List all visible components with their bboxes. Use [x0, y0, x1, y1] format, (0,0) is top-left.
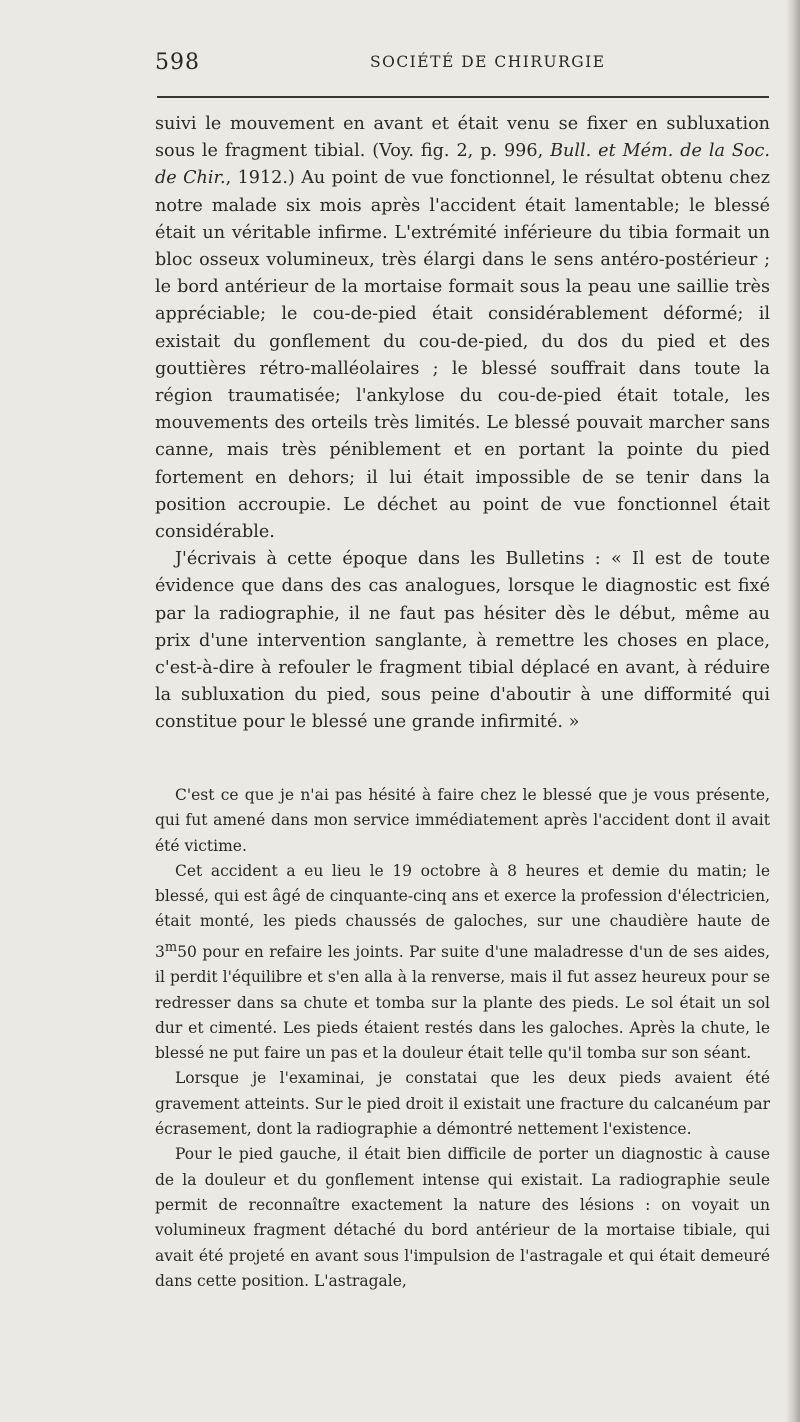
- page-number: 598: [155, 50, 200, 75]
- unit-superscript: m: [164, 939, 178, 955]
- paragraph-text: , 1912.) Au point de vue fonctionnel, le résultat obtenu chez notre malade six mois après l'accident était lamentable; le blessé était un véritable infirme. L'extrémité inférieure du tibia formait un bloc osseux volumineux, très élargi dans le sens antéro-postérieur ; le bord antérieur de la mortaise formait sous la peau une saillie très appréciable; le cou-de-pied était considérablement déformé; il existait du gonflement du cou-de-pied, du dos du pied et des gouttières rétro-malléolaires ; le blessé souffrait dans toute la région traumatisée; l'ankylose du cou-de-pied était totale, les mouvements des orteils très limités. Le blessé pouvait marcher sans canne, mais très péniblement et en portant la pointe du pied fortement en dehors; il lui était impossible de se tenir dans la position accroupie. Le déchet au point de vue fonctionnel était considérable.: [155, 168, 770, 543]
- journal-reference: Bull. et Mém. de la Soc. de Chir.: [155, 141, 770, 189]
- paragraph-continuation: [155, 111, 770, 546]
- paragraph-quote: J'écrivais à cette époque dans les Bulletins : « Il est de toute évidence que dans des cas analogues, lorsque le diagnostic est fixé par la radiographie, il ne faut pas hésiter dès le début, même au prix d'une intervention sanglante, à remettre les choses en place, c'est-à-dire à refouler le fragment tibial déplacé en avant, à réduire la subluxation du pied, sous peine d'aboutir à une difformité qui constitue pour le blessé une grande infirmité. »: [155, 549, 770, 733]
- paragraph-text: 50 pour en refaire les joints. Par suite d'une maladresse d'un de ses aides, il perdit l'équilibre et s'en alla à la renverse, mais il fut assez heureux pour se redresser dans sa chute et tomba sur la plante des pieds. Le sol était un sol dur et cimenté. Les pieds étaient restés dans les galoches. Après la chute, le blessé ne put faire un pas et la douleur était telle qu'il tomba sur son séant.: [155, 942, 770, 1063]
- header-rule: [157, 96, 769, 98]
- journal-title: SOCIÉTÉ DE CHIRURGIE: [370, 53, 606, 71]
- paragraph: C'est ce que je n'ai pas hésité à faire chez le blessé que je vous présente, qui fut amené dans mon service immédiatement après l'accident dont il avait été victime.: [155, 786, 770, 855]
- small-text-block: [155, 783, 770, 1338]
- large-text-block: [155, 111, 770, 761]
- paragraph-accident: [155, 859, 770, 1067]
- paragraph: Lorsque je l'examinai, je constatai que les deux pieds avaient été gravement atteints. Sur le pied droit il existait une fracture du calcanéum par écrasement, dont la radiographie a démontré nettement l'existence.: [155, 1069, 770, 1139]
- paragraph-text: suivi le mouvement en avant et était venu se fixer en subluxation sous le fragment tibial. (Voy. fig. 2, p. 996,: [155, 114, 770, 162]
- running-head: [155, 50, 770, 80]
- body-text: [155, 111, 770, 1338]
- page-edge-shadow: [786, 0, 800, 1422]
- section-gap: [155, 761, 770, 783]
- paragraph: Pour le pied gauche, il était bien difficile de porter un diagnostic à cause de la douleur et du gonflement intense qui existait. La radiographie seule permit de reconnaître exactement la nature des lésions : on voyait un volumineux fragment détaché du bord antérieur de la mortaise tibiale, qui avait été projeté en avant sous l'impulsion de l'astragale et qui était demeuré dans cette position. L'astragale,: [155, 1145, 770, 1290]
- paragraph-text: Cet accident a eu lieu le 19 octobre à 8 heures et demie du matin; le blessé, qui est âgé de cinquante-cinq ans et exerce la profession d'électricien, était monté, les pieds chaussés de galoches, sur une chaudière haute de 3: [155, 861, 770, 961]
